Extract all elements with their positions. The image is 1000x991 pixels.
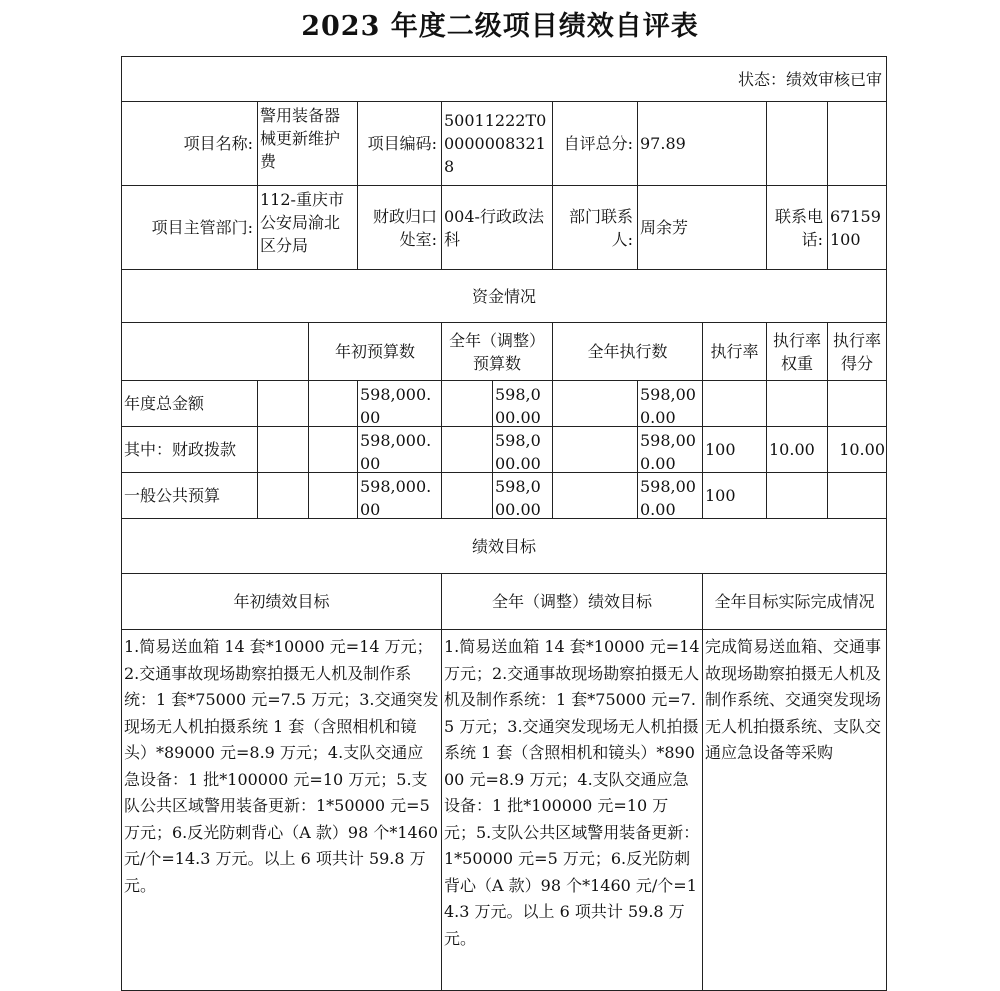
- empty-cell: [441, 472, 493, 519]
- fund-score-value: 10.00: [827, 426, 887, 473]
- fund-initial-value: 598,000.00: [357, 380, 442, 427]
- fund-rate-value: 100: [702, 472, 767, 519]
- empty-cell: [257, 472, 309, 519]
- empty-cell: [308, 426, 358, 473]
- empty-cell: [827, 101, 887, 186]
- fund-executed-value: 598,000.00: [637, 380, 703, 427]
- header-rate-score: 执行率得分: [827, 322, 887, 381]
- goals-section-title: 绩效目标: [121, 518, 887, 574]
- header-initial-budget: 年初预算数: [308, 322, 442, 381]
- fund-initial-value: 598,000.00: [357, 472, 442, 519]
- goals-adjusted-text: 1.简易送血箱 14 套*10000 元=14 万元；2.交通事故现场勘察拍摄无人机及制作系统：1 套*75000 元=7.5 万元；3.交通突发现场无人机拍摄系统 1 套（含照相机和镜头）*89000 元=8.9 万元；4.支队交通应急设备：1 批*100000 元=10 万元；5.支队公共区域警用装备更新：1*50000 元=5 万元；6.反光防刺背心（A 款）98 个*1460 元/个=14.3 万元。以上 6 项共计 59.8 万元。: [441, 629, 703, 991]
- self-score-value: 97.89: [637, 101, 767, 186]
- fund-weight-value: [766, 380, 828, 427]
- dept-label: 项目主管部门:: [121, 185, 258, 270]
- header-adjusted-budget: 全年（调整）预算数: [441, 322, 553, 381]
- funds-header-blank: [121, 322, 309, 381]
- fund-rate-value: 100: [702, 426, 767, 473]
- fund-score-value: [827, 380, 887, 427]
- project-name-value: 警用装备器械更新维护费: [257, 101, 358, 186]
- header-rate-weight: 执行率权重: [766, 322, 828, 381]
- empty-cell: [308, 380, 358, 427]
- empty-cell: [308, 472, 358, 519]
- phone-value: 67159100: [827, 185, 887, 270]
- fund-executed-value: 598,000.00: [637, 426, 703, 473]
- funds-section-title: 资金情况: [121, 269, 887, 323]
- project-code-label: 项目编码:: [357, 101, 442, 186]
- fund-weight-value: 10.00: [766, 426, 828, 473]
- goals-adjusted-header: 全年（调整）绩效目标: [441, 573, 703, 630]
- fund-weight-value: [766, 472, 828, 519]
- empty-cell: [441, 380, 493, 427]
- goals-actual-text: 完成简易送血箱、交通事故现场勘察拍摄无人机及制作系统、交通突发现场无人机拍摄系统、支队交通应急设备等采购: [702, 629, 887, 991]
- empty-cell: [257, 426, 309, 473]
- empty-cell: [766, 101, 828, 186]
- status-text: 状态：绩效审核已审: [737, 69, 882, 89]
- goals-actual-header: 全年目标实际完成情况: [702, 573, 887, 630]
- goals-initial-header: 年初绩效目标: [121, 573, 442, 630]
- header-executed: 全年执行数: [552, 322, 703, 381]
- header-exec-rate: 执行率: [702, 322, 767, 381]
- empty-cell: [257, 380, 309, 427]
- fund-score-value: [827, 472, 887, 519]
- fund-rate-value: [702, 380, 767, 427]
- finance-office-label: 财政归口处室:: [357, 185, 442, 270]
- fund-adjusted-value: 598,000.00: [492, 380, 553, 427]
- self-score-label: 自评总分:: [552, 101, 638, 186]
- project-code-value: 50011222T000000083218: [441, 101, 553, 186]
- fund-adjusted-value: 598,000.00: [492, 426, 553, 473]
- dept-value: 112-重庆市公安局渝北区分局: [257, 185, 358, 270]
- fund-row-label: 年度总金额: [121, 380, 258, 427]
- finance-office-value: 004-行政政法科: [441, 185, 553, 270]
- fund-row-label: 其中：财政拨款: [121, 426, 258, 473]
- page-title: 2023 年度二级项目绩效自评表: [301, 11, 699, 42]
- status-row: [121, 56, 887, 102]
- fund-initial-value: 598,000.00: [357, 426, 442, 473]
- empty-cell: [441, 426, 493, 473]
- project-name-label: 项目名称:: [121, 101, 258, 186]
- contact-label: 部门联系人:: [552, 185, 638, 270]
- empty-cell: [552, 472, 638, 519]
- contact-value: 周余芳: [637, 185, 767, 270]
- goals-initial-text: 1.简易送血箱 14 套*10000 元=14 万元；2.交通事故现场勘察拍摄无人机及制作系统：1 套*75000 元=7.5 万元；3.交通突发现场无人机拍摄系统 1 套（含照相机和镜头）*89000 元=8.9 万元；4.支队交通应急设备：1 批*100000 元=10 万元；5.支队公共区域警用装备更新：1*50000 元=5 万元；6.反光防刺背心（A 款）98 个*1460 元/个=14.3 万元。以上 6 项共计 59.8 万元。: [121, 629, 442, 991]
- fund-adjusted-value: 598,000.00: [492, 472, 553, 519]
- empty-cell: [552, 426, 638, 473]
- empty-cell: [552, 380, 638, 427]
- phone-label: 联系电话:: [766, 185, 828, 270]
- fund-executed-value: 598,000.00: [637, 472, 703, 519]
- fund-row-label: 一般公共预算: [121, 472, 258, 519]
